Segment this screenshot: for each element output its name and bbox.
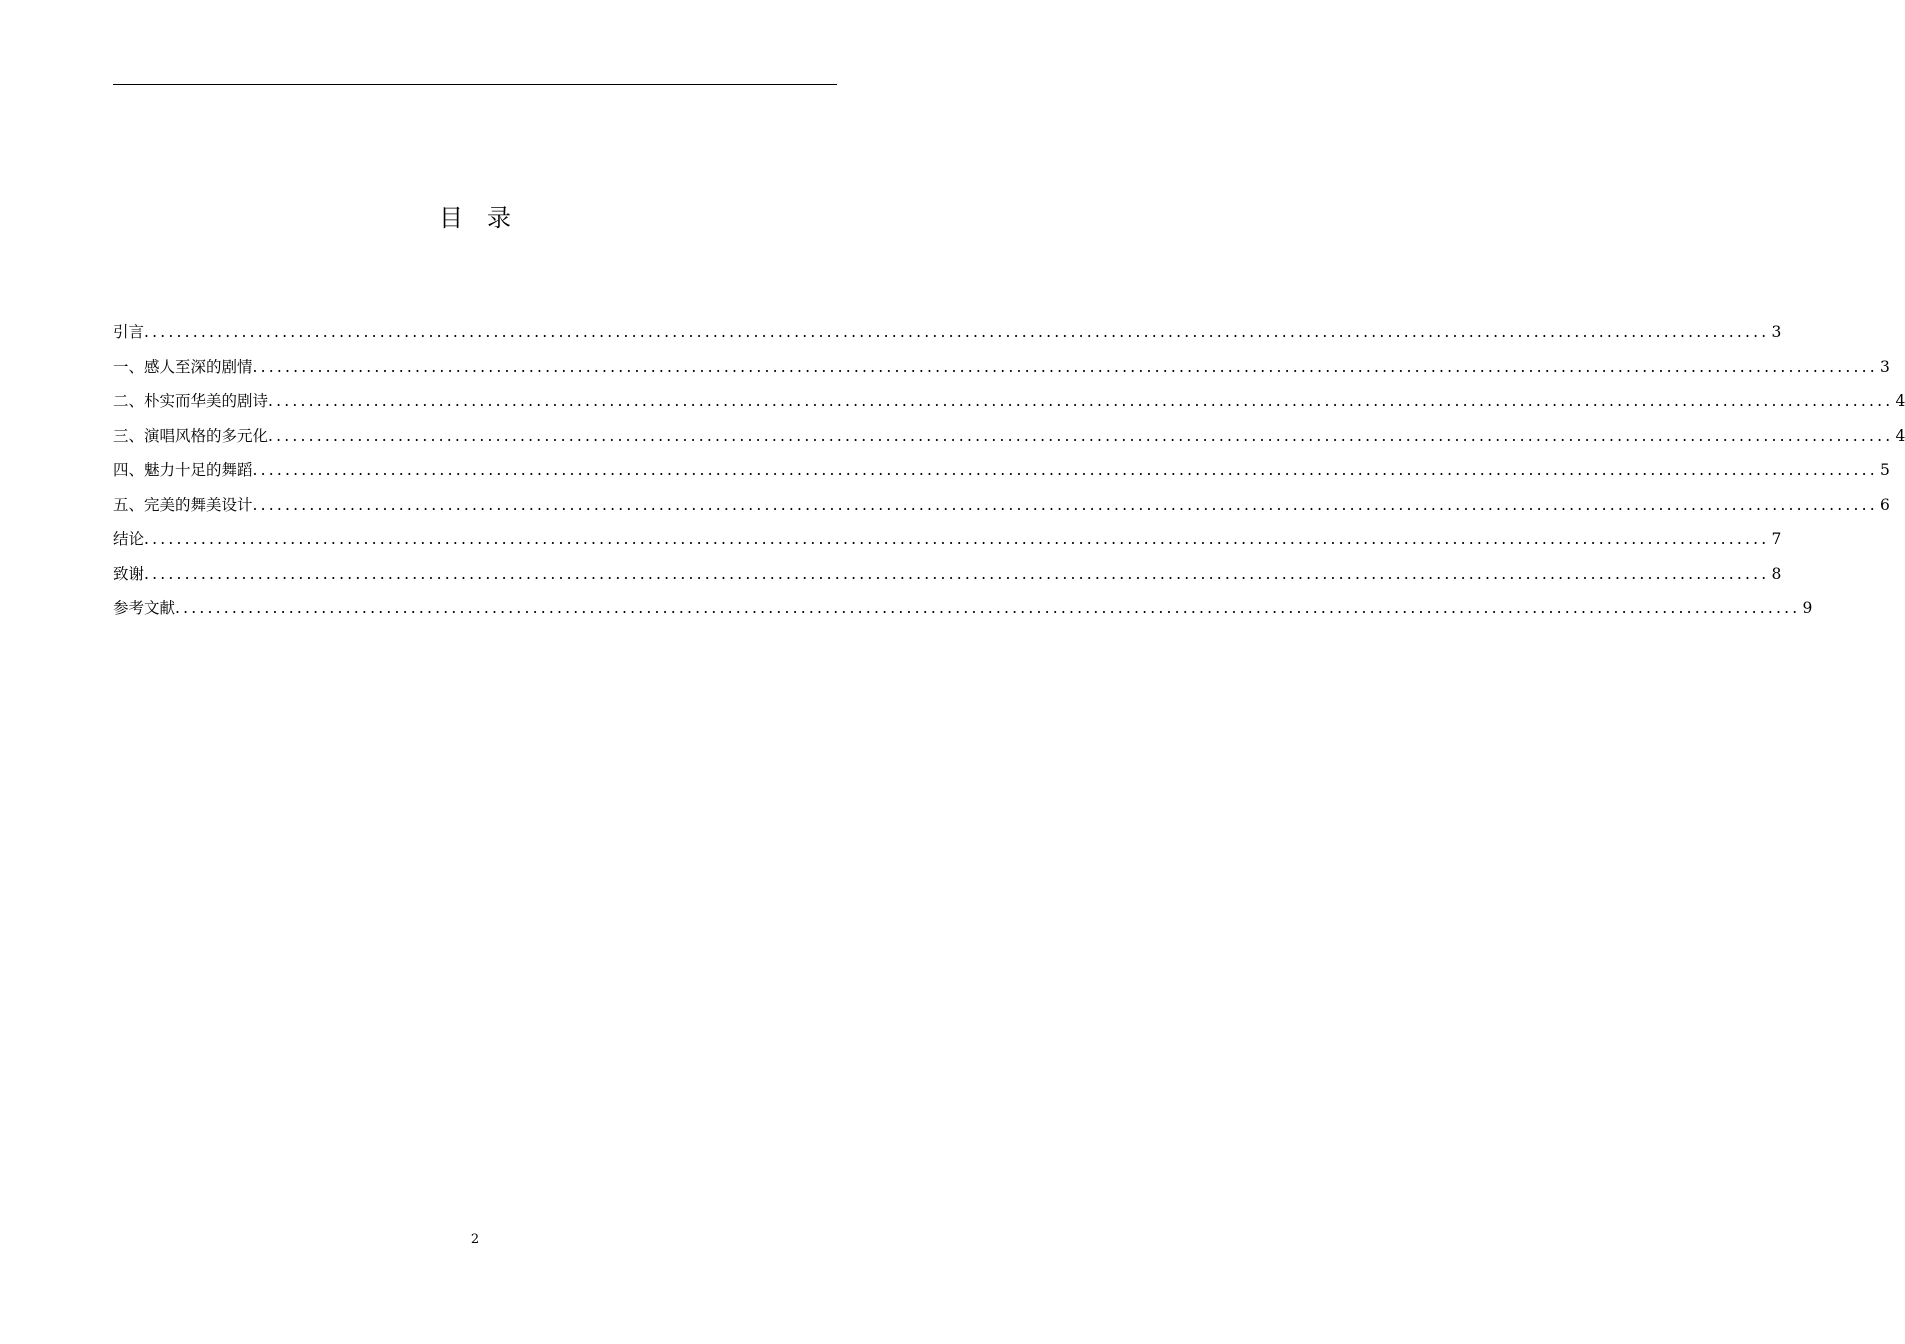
toc-entry[interactable] — [113, 591, 1813, 626]
toc-title-char: 目 — [439, 204, 463, 232]
toc-entry-page: 3 — [1771, 323, 1782, 341]
toc-entry[interactable] — [113, 488, 1890, 523]
toc-entry-page: 5 — [1880, 461, 1890, 479]
toc-entry-label: 结论 — [113, 530, 145, 548]
toc-dot-leader: ........................................................................................................................................................................................................ — [144, 530, 1770, 548]
toc-entry[interactable] — [113, 350, 1890, 385]
toc-entry-page: 6 — [1880, 495, 1890, 514]
toc-dot-leader: ........................................................................................................................................................................................................ — [252, 495, 1878, 514]
toc-entry-label: 五、完美的舞美设计 — [113, 495, 253, 514]
toc-dot-leader: ........................................................................................................................................................................................................ — [252, 357, 1878, 376]
toc-entry-page: 9 — [1802, 599, 1813, 617]
toc-dot-leader: ........................................................................................................................................................................................................ — [144, 323, 1770, 341]
page-number: 2 — [470, 1232, 480, 1247]
toc-dot-leader: ........................................................................................................................................................................................................ — [268, 426, 1894, 445]
toc-entry[interactable] — [113, 557, 1782, 592]
header-rule — [113, 84, 837, 85]
toc-entry-label: 引言 — [113, 323, 145, 341]
toc-entry-label: 三、演唱风格的多元化 — [113, 426, 269, 445]
toc-entry-label: 参考文献 — [113, 599, 176, 617]
toc-entry-label: 致谢 — [113, 564, 145, 583]
toc-entry[interactable] — [113, 522, 1782, 557]
toc-entry-label: 二、朴实而华美的剧诗 — [113, 392, 269, 410]
toc-title-char: 录 — [487, 204, 511, 232]
toc-dot-leader: ........................................................................................................................................................................................................ — [144, 564, 1770, 583]
toc-dot-leader: ........................................................................................................................................................................................................ — [268, 392, 1894, 410]
toc-entry-page: 3 — [1880, 357, 1890, 376]
toc-entry-page: 4 — [1895, 426, 1905, 445]
toc-dot-leader: ........................................................................................................................................................................................................ — [175, 599, 1801, 617]
toc-entry-label: 一、感人至深的剧情 — [113, 357, 253, 376]
toc-list — [113, 315, 1905, 626]
toc-dot-leader: ........................................................................................................................................................................................................ — [252, 461, 1878, 479]
toc-entry[interactable] — [113, 315, 1782, 350]
toc-entry-label: 四、魅力十足的舞蹈 — [113, 461, 253, 479]
toc-entry-page: 8 — [1771, 564, 1782, 583]
toc-entry-page: 4 — [1895, 392, 1905, 410]
toc-entry[interactable] — [113, 419, 1905, 454]
toc-entry[interactable] — [113, 384, 1905, 419]
toc-entry-page: 7 — [1771, 530, 1782, 548]
toc-entry[interactable] — [113, 453, 1890, 488]
toc-title — [0, 200, 950, 236]
